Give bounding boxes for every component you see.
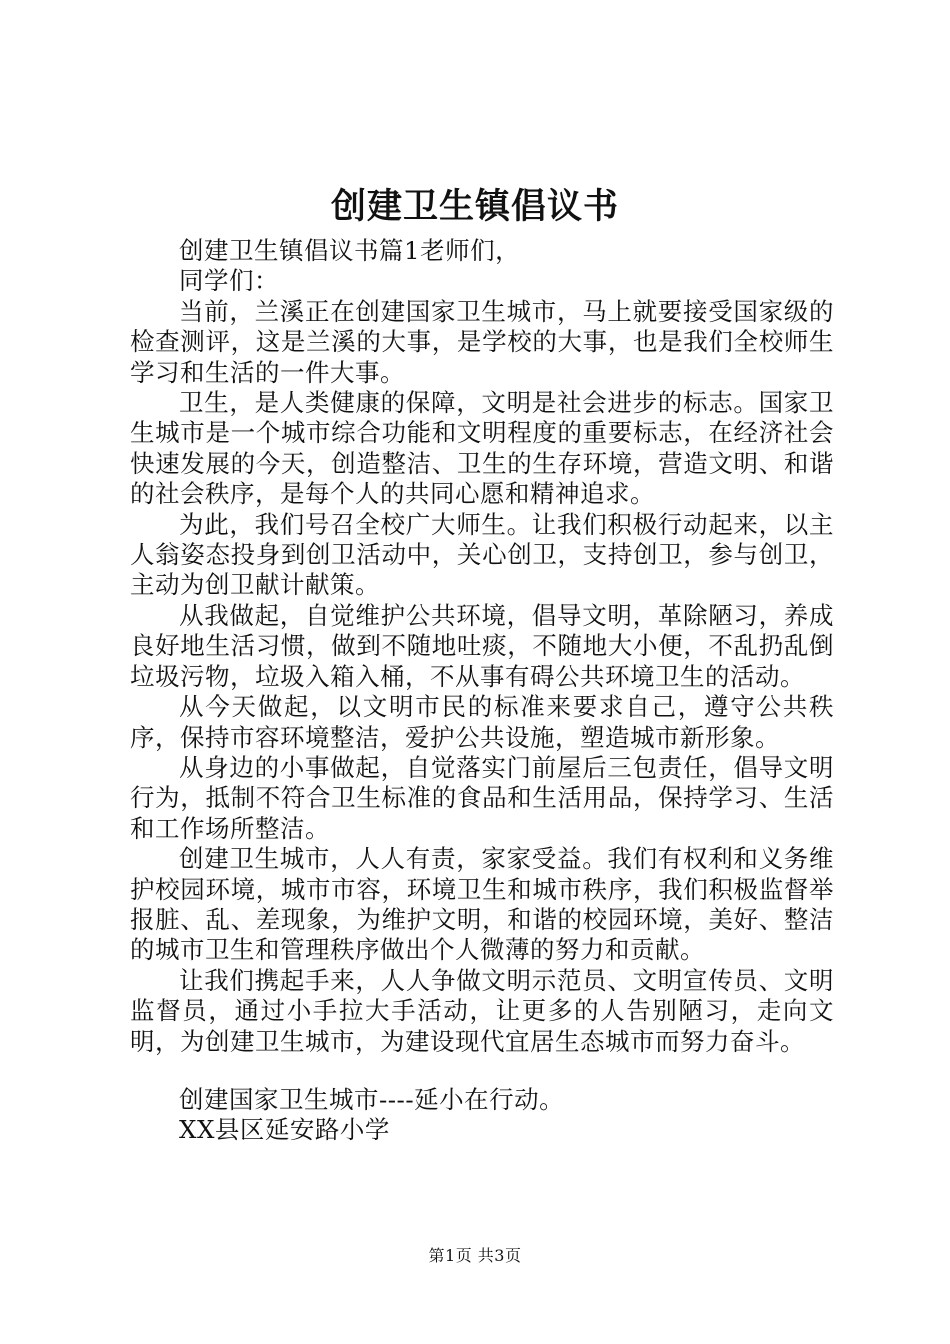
salutation-line-2: 同学们： [179,266,279,296]
closing-signature: XX县区延安路小学 [179,1115,390,1145]
page-number-footer: 第1页 共3页 [428,1246,522,1265]
salutation-line-1: 创建卫生镇倡议书篇1老师们， [179,236,521,265]
paragraph: 从身边的小事做起，自觉落实门前屋后三包责任，倡导文明行为，抵制不符合卫生标准的食品和生活用品，保持学习、生活和工作场所整洁。 [130,752,834,843]
document-title: 创建卫生镇倡议书 [330,186,619,227]
paragraph: 当前，兰溪正在创建国家卫生城市，马上就要接受国家级的检查测评，这是兰溪的大事，是学校的大事，也是我们全校师生学习和生活的一件大事。 [130,296,834,387]
paragraph: 从今天做起，以文明市民的标准来要求自己，遵守公共秩序，保持市容环境整洁，爱护公共设施，塑造城市新形象。 [130,692,834,752]
paragraph: 创建卫生城市，人人有责，家家受益。我们有权利和义务维护校园环境，城市市容，环境卫生和城市秩序，我们积极监督举报脏、乱、差现象，为维护文明，和谐的校园环境，美好、整洁的城市卫生和管理秩序做出个人微薄的努力和贡献。 [130,844,834,965]
document-body [130,236,834,1146]
paragraph: 为此，我们号召全校广大师生。让我们积极行动起来，以主人翁姿态投身到创卫活动中，关心创卫，支持创卫，参与创卫，主动为创卫献计献策。 [130,509,834,600]
paragraph: 卫生，是人类健康的保障，文明是社会进步的标志。国家卫生城市是一个城市综合功能和文明程度的重要标志，在经济社会快速发展的今天，创造整洁、卫生的生存环境，营造文明、和谐的社会秩序，是每个人的共同心愿和精神追求。 [130,388,834,509]
paragraph: 让我们携起手来，人人争做文明示范员、文明宣传员、文明监督员，通过小手拉大手活动，让更多的人告别陋习，走向文明，为创建卫生城市，为建设现代宜居生态城市而努力奋斗。 [130,965,834,1056]
closing-slogan: 创建国家卫生城市----延小在行动。 [179,1084,565,1114]
paragraph: 从我做起，自觉维护公共环境，倡导文明，革除陋习，养成良好地生活习惯，做到不随地吐痰，不随地大小便，不乱扔乱倒垃圾污物，垃圾入箱入桶，不从事有碍公共环境卫生的活动。 [130,600,834,691]
